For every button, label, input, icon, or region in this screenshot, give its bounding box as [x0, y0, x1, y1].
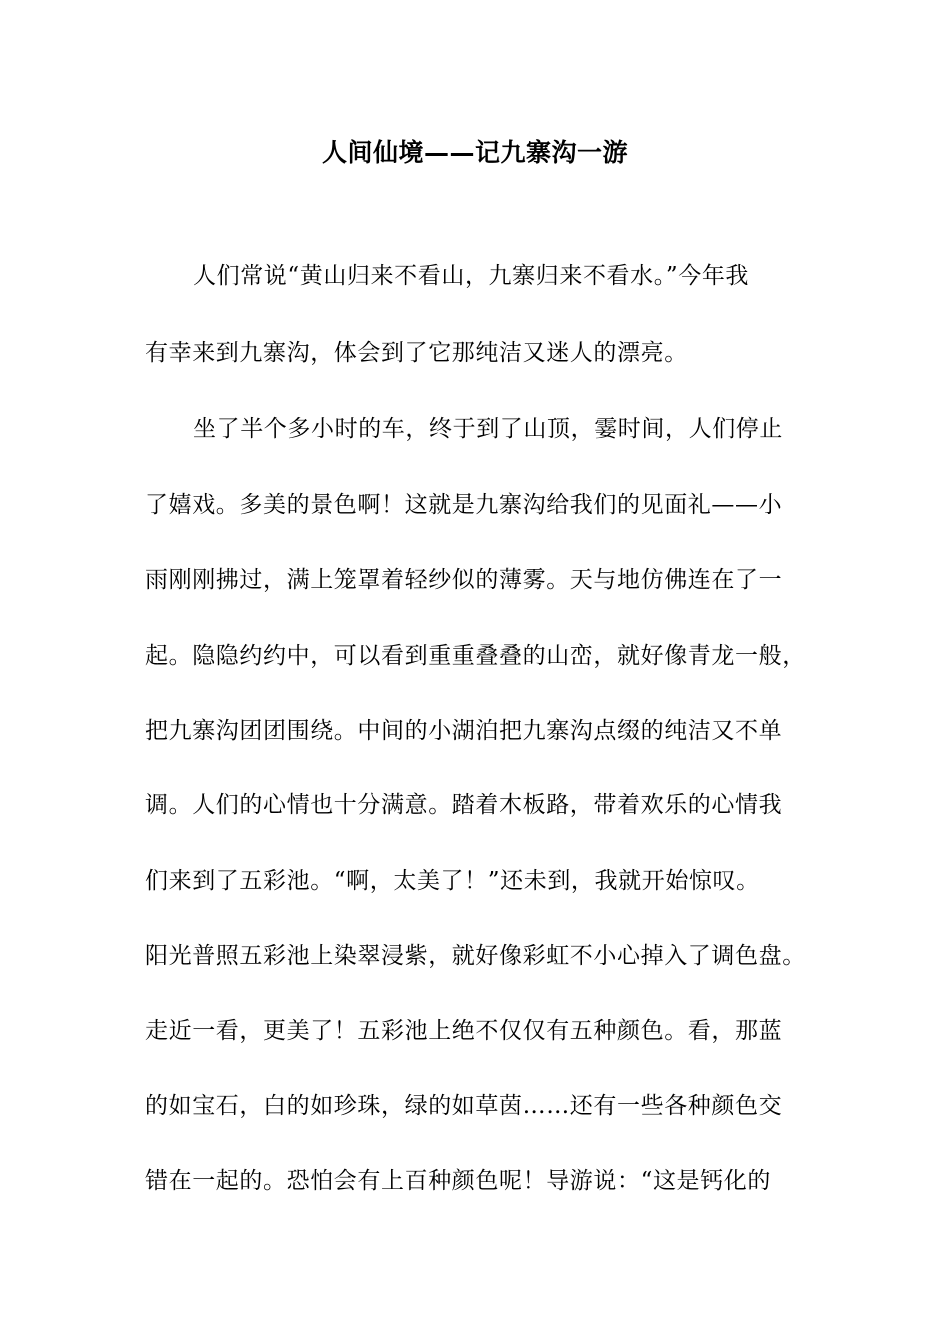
paragraph-2-line-10: 的如宝石，白的如珍珠，绿的如草茵……还有一些各种颜色交	[145, 1093, 783, 1119]
paragraph-2-line-11: 错在一起的。恐怕会有上百种颜色呢！导游说：“这是钙化的	[145, 1168, 771, 1194]
paragraph-2-line-2: 了嬉戏。多美的景色啊！这就是九寨沟给我们的见面礼——小	[145, 492, 783, 518]
paragraph-2-line-1: 坐了半个多小时的车，终于到了山顶，霎时间，人们停止	[193, 416, 783, 442]
paragraph-2-line-5: 把九寨沟团团围绕。中间的小湖泊把九寨沟点缀的纯洁又不单	[145, 718, 783, 744]
paragraph-2-line-4: 起。隐隐约约中，可以看到重重叠叠的山峦，就好像青龙一般，	[145, 643, 806, 669]
paragraph-2-line-6: 调。人们的心情也十分满意。踏着木板路，带着欢乐的心情我	[145, 792, 783, 818]
paragraph-1-line-1: 人们常说“黄山归来不看山，九寨归来不看水。”今年我	[193, 263, 750, 289]
paragraph-2-line-3: 雨刚刚拂过，满上笼罩着轻纱似的薄雾。天与地仿佛连在了一	[145, 567, 783, 593]
document-title: 人间仙境——记九寨沟一游	[321, 138, 628, 167]
paragraph-2-line-7: 们来到了五彩池。“啊，太美了！”还未到，我就开始惊叹。	[145, 868, 760, 894]
paragraph-2-line-8: 阳光普照五彩池上染翠浸紫，就好像彩虹不小心掉入了调色盘。	[145, 943, 806, 969]
paragraph-2-line-9: 走近一看，更美了！五彩池上绝不仅仅有五种颜色。看，那蓝	[145, 1018, 783, 1044]
paragraph-1-line-2: 有幸来到九寨沟，体会到了它那纯洁又迷人的漂亮。	[145, 340, 688, 366]
